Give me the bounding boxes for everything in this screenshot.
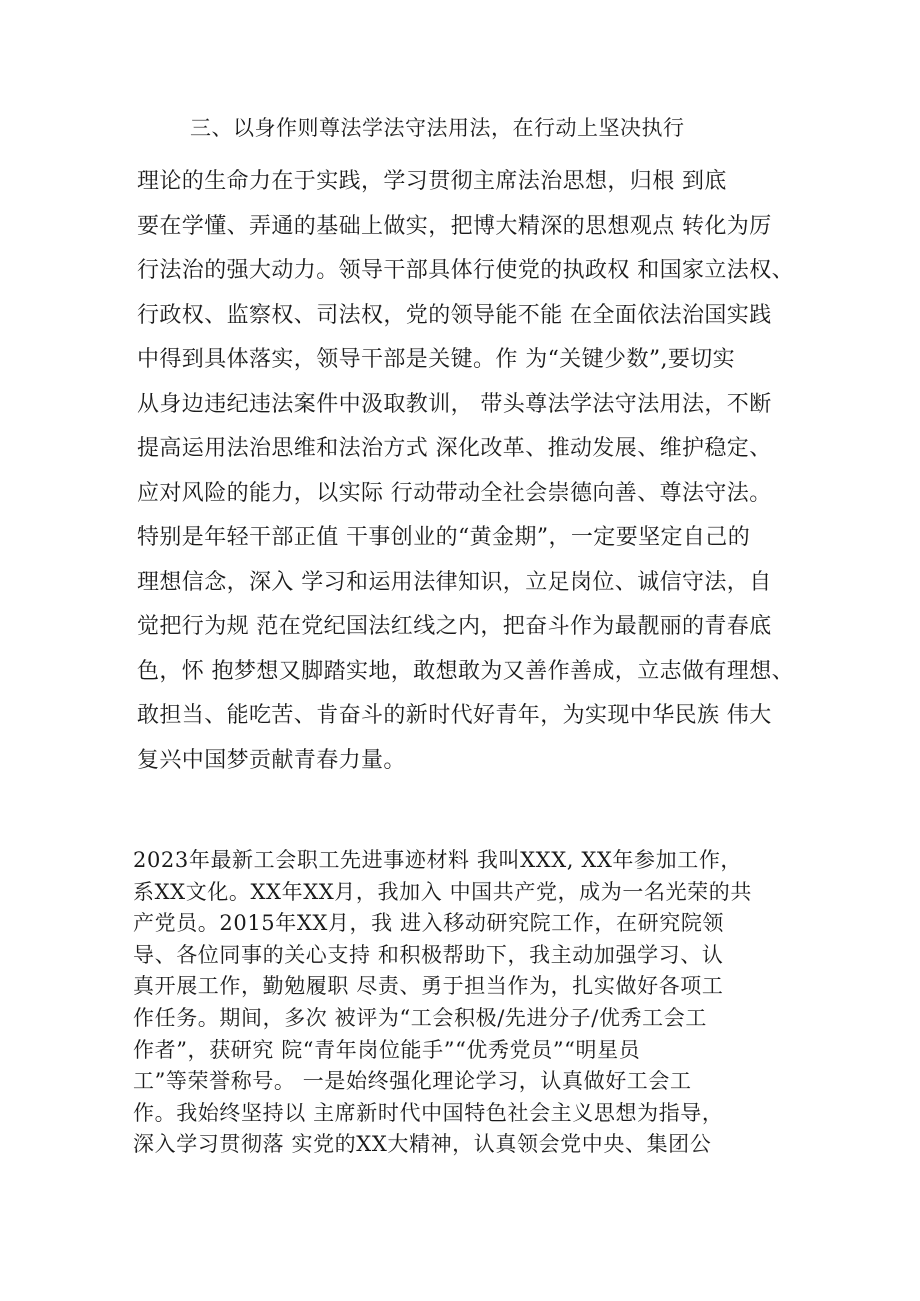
paragraph-line: 理想信念，深入 学习和运用法律知识，立足岗位、诚信守法，自 [137,569,772,595]
paragraph-line: 行法治的强大动力。领导干部具体行使党的执政权 和国家立法权、 [137,258,794,283]
paragraph-line: 深入学习贯彻落 实党的XX大精神，认真领会党中央、集团公 [133,1132,712,1157]
paragraph-line: 导、各位同事的关心支持 和积极帮助下，我主动加强学习、认 [133,942,724,967]
section-heading: 三、以身作则尊法学法守法用法，在行动上坚决执行 [190,116,685,140]
paragraph-line: 从身边违纪违法案件中汲取教训， 带头尊法学法守法用法，不断 [137,391,772,417]
paragraph-line: 应对风险的能力，以实际 行动带动全社会崇德向善、尊法守法。 [137,480,772,506]
paragraph-line: 敢担当、能吃苦、肯奋斗的新时代好青年，为实现中华民族 伟大 [137,703,772,728]
paragraph-line: 行政权、监察权、司法权，党的领导能不能 在全面依法治国实践 [137,302,772,328]
paragraph-line: 要在学懂、弄通的基础上做实，把博大精深的思想观点 转化为厉 [137,213,772,239]
paragraph-line: 工”等荣誉称号。 一是始终强化理论学习，认真做好工会工 [133,1069,692,1094]
paragraph-advanced-deeds [133,845,793,1161]
paragraph-line: 提高运用法治思维和法治方式 深化改革、推动发展、维护稳定、 [137,436,772,461]
paragraph-line: 理论的生命力在于实践，学习贯彻主席法治思想，归根 到底 [137,169,727,194]
paragraph-line: 作。我始终坚持以 主席新时代中国特色社会主义思想为指导， [133,1100,724,1125]
paragraph-line: 中得到具体落实，领导干部是关键。作 为“关键少数”,要切实 [137,347,736,372]
paragraph-line: 色，怀 抱梦想又脚踏实地，敢想敢为又善作善成，立志做有理想、 [137,658,794,684]
paragraph-line: 真开展工作，勤勉履职 尽责、勇于担当作为，扎实做好各项工 [133,974,724,999]
paragraph-line: 特别是年轻干部正值 干事创业的“黄金期”，一定要坚定自己的 [137,525,751,550]
paragraph-line: 复兴中国梦贡献青春力量。 [137,747,406,773]
paragraph-line: 作者”，获研究 院“青年岗位能手”“优秀党员”“明星员 [133,1037,641,1062]
paragraph-line: 觉把行为规 范在党纪国法红线之内，把奋斗作为最靓丽的青春底 [137,614,772,639]
paragraph-line: 2023年最新工会职工先进事迹材料 我叫XXX, XX年参加工作， [133,848,743,872]
paragraph-line: 产党员。2015年XX月，我 进入移动研究院工作，在研究院领 [133,911,725,936]
paragraph-line: 系XX文化。XX年XX月，我加入 中国共产党，成为一名光荣的共 [133,879,752,904]
paragraph-line: 作任务。期间，多次 被评为“工会积极/先进分子/优秀工会工 [133,1005,707,1030]
paragraph-rule-of-law [137,160,797,783]
